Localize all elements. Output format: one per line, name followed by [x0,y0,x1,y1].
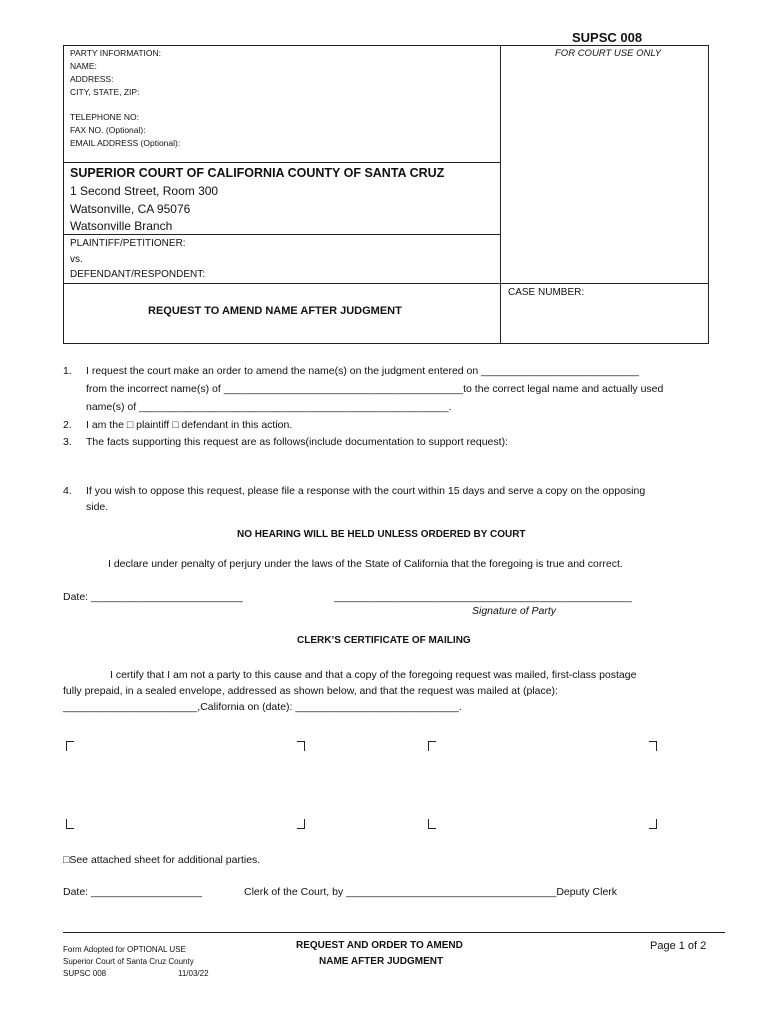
footer-title-line-2: NAME AFTER JUDGMENT [319,956,444,967]
mailing-place-date-field[interactable]: _______________________,California on (date): ____________________________. [63,701,462,713]
address-block-2-bottom-left [428,819,436,829]
city-label: CITY, STATE, ZIP: [70,87,140,97]
court-address-1: 1 Second Street, Room 300 [70,184,219,198]
declaration-date-field[interactable]: Date: __________________________ [63,591,243,603]
fax-label: FAX NO. (Optional): [70,125,146,135]
plaintiff-label: PLAINTIFF/PETITIONER: [70,238,186,249]
no-hearing-notice: NO HEARING WILL BE HELD UNLESS ORDERED BY COURT [237,529,526,540]
court-address-2: Watsonville, CA 95076 [70,202,191,216]
item-4-number: 4. [63,485,72,497]
address-block-2-bottom-right [649,819,657,829]
attached-sheet-checkbox[interactable]: □See attached sheet for additional parties. [63,854,261,866]
footer-revision-date: 11/03/22 [178,969,209,978]
address-block-1-top-left [66,741,74,751]
email-label: EMAIL ADDRESS (Optional): [70,138,181,148]
item-3-number: 3. [63,436,72,448]
item-4-line-1: If you wish to oppose this request, please file a response with the court within 15 days and serve a copy on the opposing [86,485,646,497]
address-label: ADDRESS: [70,74,114,84]
item-1-number: 1. [63,365,72,377]
address-block-1-top-right [297,741,305,751]
address-block-1-bottom-left [66,819,74,829]
signature-field[interactable]: ___________________________________________________ [334,591,632,603]
item-1-line-3: name(s) of _____________________________________________________. [86,401,452,413]
page-number: Page 1 of 2 [650,940,707,952]
item-3-text: The facts supporting this request are as follows(include documentation to support request): [86,436,508,448]
form-code: SUPSC 008 [572,30,643,45]
address-block-1-bottom-right [297,819,305,829]
court-branch: Watsonville Branch [70,219,173,233]
item-1-line-1: I request the court make an order to amend the name(s) on the judgment entered on ___________________________ [86,365,639,377]
certify-line-1: I certify that I am not a party to this cause and that a copy of the foregoing request was mailed, first-class postage [110,669,637,681]
caption-divider [500,45,501,344]
clerk-certificate-heading: CLERK’S CERTIFICATE OF MAILING [297,635,471,646]
item-2-party-checkboxes[interactable]: I am the □ plaintiff □ defendant in this action. [86,419,293,431]
perjury-declaration: I declare under penalty of perjury under the laws of the State of California that the foregoing is true and correct. [108,558,623,570]
case-number-label: CASE NUMBER: [508,287,585,298]
court-name: SUPERIOR COURT OF CALIFORNIA COUNTY OF SANTA CRUZ [70,166,445,180]
item-2-number: 2. [63,419,72,431]
deputy-clerk-field[interactable]: Clerk of the Court, by ____________________________________Deputy Clerk [244,886,618,898]
footer-court: Superior Court of Santa Cruz County [63,957,194,966]
defendant-label: DEFENDANT/RESPONDENT: [70,269,206,280]
telephone-label: TELEPHONE NO: [70,112,139,122]
caption-rule-court [63,162,501,163]
party-info-label: PARTY INFORMATION: [70,48,161,58]
certify-line-2: fully prepaid, in a sealed envelope, addressed as shown below, and that the request was mailed at (place): [63,685,558,697]
caption-rule-title [63,283,709,284]
address-block-2-top-left [428,741,436,751]
footer-title-line-1: REQUEST AND ORDER TO AMEND [296,940,463,951]
name-label: NAME: [70,61,97,71]
form-title: REQUEST TO AMEND NAME AFTER JUDGMENT [148,305,402,317]
vs-label: vs. [70,254,83,265]
item-1-line-2: from the incorrect name(s) of _________________________________________to the correct legal name and actually used [86,383,664,395]
footer-form-code: SUPSC 008 [63,969,107,978]
signature-label: Signature of Party [472,605,557,617]
footer-rule [63,932,725,933]
footer-adopted: Form Adopted for OPTIONAL USE [63,945,186,954]
clerk-date-field[interactable]: Date: ___________________ [63,886,202,898]
address-block-2-top-right [649,741,657,751]
item-4-line-2: side. [86,501,109,513]
court-use-label: FOR COURT USE ONLY [555,48,662,59]
